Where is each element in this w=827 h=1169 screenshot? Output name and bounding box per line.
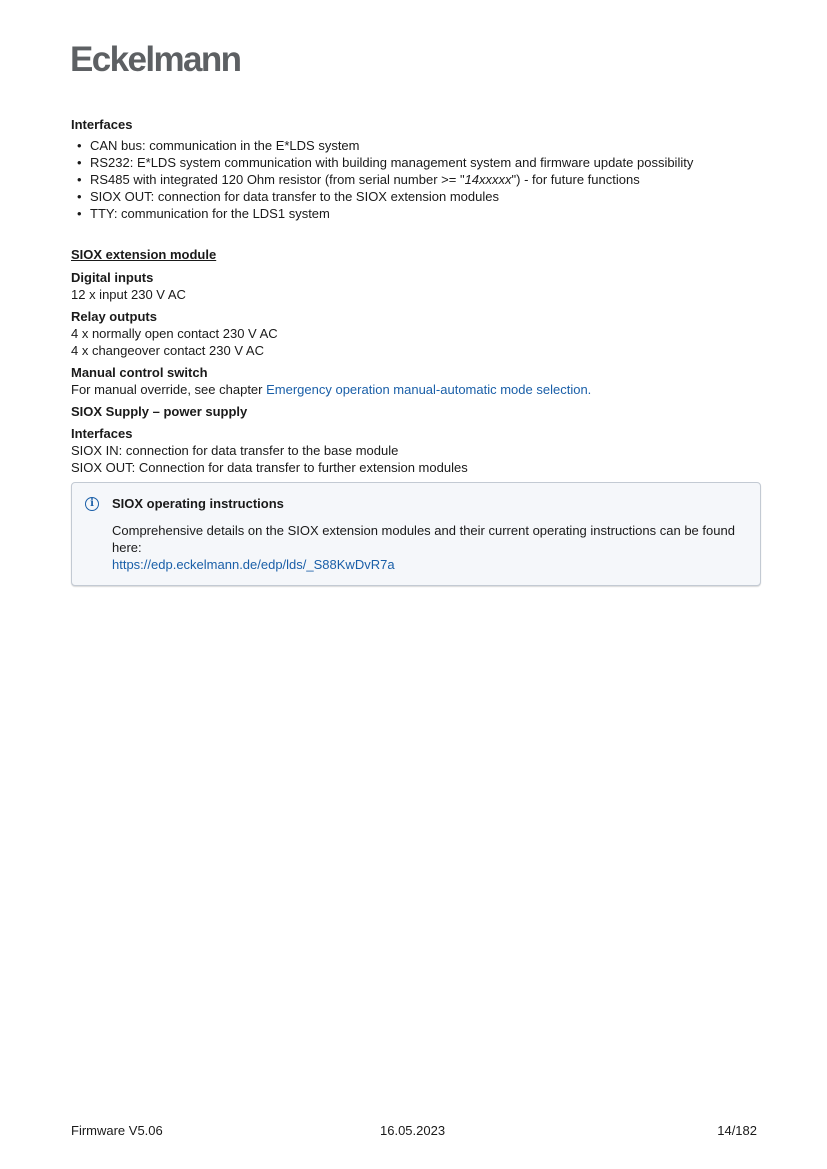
list-item: • TTY: communication for the LDS1 system bbox=[77, 205, 761, 222]
firmware-version: Firmware V5.06 bbox=[71, 1123, 163, 1138]
siox-instructions-link[interactable]: https://edp.eckelmann.de/edp/lds/_S88KwDvR7a bbox=[112, 557, 395, 572]
page-content bbox=[71, 116, 761, 586]
list-item bbox=[77, 171, 761, 188]
siox-section-title: SIOX extension module bbox=[71, 247, 217, 262]
page-footer bbox=[71, 1122, 757, 1139]
siox-interfaces-heading: Interfaces bbox=[71, 426, 133, 441]
relay-outputs-heading: Relay outputs bbox=[71, 309, 157, 324]
rs485-text-post: ") - for future functions bbox=[511, 172, 640, 187]
emergency-operation-link[interactable]: Emergency operation manual-automatic mode selection. bbox=[266, 382, 592, 397]
info-box-text: Comprehensive details on the SIOX extension modules and their current operating instructions can be found here: bbox=[112, 523, 735, 555]
company-logo: Eckelmann bbox=[70, 40, 241, 79]
info-box-title: SIOX operating instructions bbox=[112, 496, 284, 511]
info-box bbox=[71, 482, 761, 586]
serial-number-pattern: 14xxxxx bbox=[464, 172, 512, 187]
info-icon: i bbox=[85, 497, 99, 511]
rs485-text-pre: RS485 with integrated 120 Ohm resistor (from serial number >= " bbox=[90, 172, 465, 187]
siox-supply-heading: SIOX Supply – power supply bbox=[71, 404, 248, 419]
relay-outputs-value: 4 x changeover contact 230 V AC bbox=[71, 343, 264, 358]
document-date: 16.05.2023 bbox=[380, 1123, 446, 1138]
digital-inputs-value: 12 x input 230 V AC bbox=[71, 287, 186, 302]
siox-interfaces-value: SIOX IN: connection for data transfer to the base module bbox=[71, 443, 399, 458]
manual-switch-heading: Manual control switch bbox=[71, 365, 208, 380]
list-item: • CAN bus: communication in the E*LDS system bbox=[77, 137, 761, 154]
siox-interfaces-value: SIOX OUT: Connection for data transfer to further extension modules bbox=[71, 460, 468, 475]
digital-inputs-heading: Digital inputs bbox=[71, 270, 154, 285]
manual-switch-description: For manual override, see chapter bbox=[71, 382, 267, 397]
interfaces-list bbox=[71, 137, 761, 222]
list-item: • RS232: E*LDS system communication with building management system and firmware update possibility bbox=[77, 154, 761, 171]
relay-outputs-value: 4 x normally open contact 230 V AC bbox=[71, 326, 278, 341]
interfaces-heading: Interfaces bbox=[71, 117, 133, 132]
page-number: 14/182 bbox=[717, 1123, 757, 1138]
manual-switch-text bbox=[71, 381, 761, 398]
list-item: • SIOX OUT: connection for data transfer to the SIOX extension modules bbox=[77, 188, 761, 205]
